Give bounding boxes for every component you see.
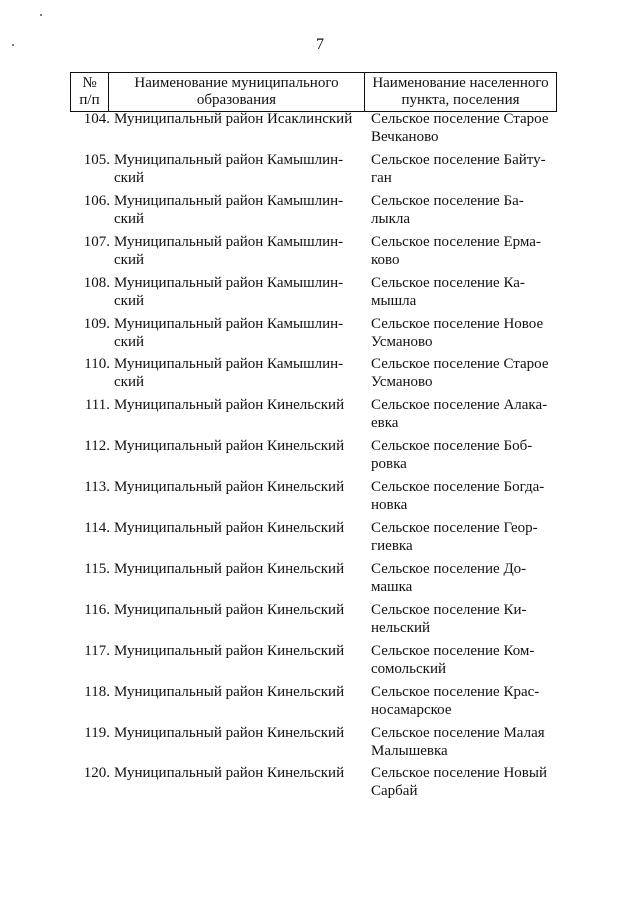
row-settlement <box>371 724 555 760</box>
row-municipality <box>114 478 354 496</box>
settlement-line: Сарбай <box>371 783 418 800</box>
settlement-line: ково <box>371 251 400 268</box>
table-row <box>70 315 555 355</box>
row-municipality <box>114 724 354 742</box>
settlement-line: Сельское поселение Богда- <box>371 479 545 496</box>
table-row <box>70 355 555 395</box>
row-settlement <box>371 642 555 678</box>
row-number: 104. <box>83 111 110 127</box>
municipality-line: Муниципальный район Кинельский <box>114 520 345 536</box>
settlement-line: Усманово <box>371 333 433 350</box>
table-row <box>70 233 555 273</box>
row-settlement <box>371 519 555 555</box>
municipality-line: Муниципальный район Кинельский <box>114 397 345 414</box>
table-row <box>70 274 555 314</box>
municipality-line: Муниципальный район Камышлин- <box>114 192 344 209</box>
row-settlement <box>371 274 555 310</box>
table-row <box>70 724 555 764</box>
row-number: 117. <box>84 642 110 659</box>
row-municipality <box>114 642 354 660</box>
settlement-line: Сельское поселение Новое <box>371 315 544 332</box>
row-settlement <box>371 355 555 391</box>
settlement-line: новка <box>371 497 408 514</box>
municipality-line: ский <box>114 210 144 227</box>
municipality-line: Муниципальный район Кинельский <box>114 438 345 455</box>
municipality-line: Муниципальный район Кинельский <box>114 479 345 496</box>
row-number: 106. <box>83 192 110 209</box>
row-municipality <box>114 683 354 701</box>
settlement-line: Вечканово <box>371 129 439 145</box>
table-row <box>70 601 555 641</box>
municipality-line: Муниципальный район Камышлин- <box>114 315 344 332</box>
row-number: 116. <box>84 601 110 618</box>
row-municipality <box>114 233 354 269</box>
row-settlement <box>371 478 555 514</box>
table-row <box>70 478 555 518</box>
row-municipality <box>114 151 354 187</box>
municipality-line: ский <box>114 251 144 268</box>
header-number <box>71 73 109 111</box>
municipality-line: Муниципальный район Кинельский <box>114 601 345 618</box>
settlement-line: сомольский <box>371 660 446 677</box>
settlement-line: ровка <box>371 456 407 473</box>
page-number: 7 <box>316 36 324 53</box>
row-number: 107. <box>83 233 110 250</box>
table-row <box>70 642 555 682</box>
row-number: 115. <box>84 560 110 577</box>
row-municipality <box>114 396 354 414</box>
settlement-line: мышла <box>371 292 417 309</box>
row-settlement <box>371 192 555 228</box>
settlement-line: машка <box>371 578 413 595</box>
row-municipality <box>114 274 354 310</box>
settlement-line: гиевка <box>371 538 413 554</box>
municipality-line: Муниципальный район Кинельский <box>114 560 345 577</box>
row-number: 105. <box>83 151 110 168</box>
row-settlement <box>371 110 555 146</box>
settlement-line: лыкла <box>371 210 410 227</box>
table-row <box>70 519 555 559</box>
row-number: 120. <box>83 765 110 782</box>
municipality-line: Муниципальный район Камышлин- <box>114 356 344 373</box>
settlement-line: Сельское поселение Малая <box>371 724 545 741</box>
row-settlement <box>371 560 555 596</box>
row-municipality <box>114 560 354 578</box>
row-settlement <box>371 151 555 187</box>
settlement-line: Сельское поселение Старое <box>371 356 549 373</box>
row-municipality <box>114 519 354 537</box>
settlement-line: носамарское <box>371 701 452 718</box>
table-row <box>70 437 555 477</box>
row-number: 109. <box>83 315 110 332</box>
municipality-line: ский <box>114 292 144 309</box>
municipality-line: Муниципальный район Кинельский <box>114 683 345 700</box>
row-number: 111. <box>84 397 110 414</box>
row-municipality <box>114 437 354 455</box>
municipality-line: ский <box>114 374 144 391</box>
table-row <box>70 764 555 804</box>
header-settlement-line: пункта, поселения <box>401 92 520 108</box>
table-header <box>70 72 557 112</box>
row-settlement <box>371 315 555 351</box>
header-municipality <box>109 73 365 111</box>
settlement-line: Сельское поселение До- <box>371 560 527 577</box>
municipality-line: Муниципальный район Кинельский <box>114 765 345 782</box>
row-number: 110. <box>84 356 110 373</box>
settlement-line: Сельское поселение Крас- <box>371 683 540 700</box>
row-number: 114. <box>84 520 110 536</box>
settlement-line: Усманово <box>371 374 433 391</box>
municipality-line: ский <box>114 333 144 350</box>
settlement-line: Сельское поселение Алака- <box>371 397 548 414</box>
settlement-line: Сельское поселение Ба- <box>371 192 524 209</box>
settlement-line: Сельское поселение Боб- <box>371 438 533 455</box>
row-settlement <box>371 764 555 800</box>
row-number: 119. <box>84 724 110 741</box>
row-settlement <box>371 396 555 432</box>
municipality-line: Муниципальный район Кинельский <box>114 724 345 741</box>
settlement-line: ган <box>371 169 392 186</box>
scan-speck <box>40 14 42 16</box>
table-row <box>70 560 555 600</box>
settlement-line: Малышевка <box>371 742 448 759</box>
settlement-line: Сельское поселение Ки- <box>371 601 527 618</box>
row-number: 112. <box>84 438 110 455</box>
row-municipality <box>114 764 354 782</box>
table-row <box>70 151 555 191</box>
municipality-line: Муниципальный район Кинельский <box>114 642 345 659</box>
municipality-line: ский <box>114 169 144 186</box>
row-settlement <box>371 683 555 719</box>
municipality-line: Муниципальный район Камышлин- <box>114 233 344 250</box>
header-number-line: № <box>82 75 97 91</box>
row-municipality <box>114 355 354 391</box>
row-settlement <box>371 233 555 269</box>
header-municipality-line: Наименование муниципального <box>134 75 339 91</box>
settlement-line: Сельское поселение Старое <box>371 111 549 127</box>
table-row <box>70 683 555 723</box>
row-settlement <box>371 437 555 473</box>
row-number: 113. <box>84 479 110 496</box>
row-municipality <box>114 315 354 351</box>
header-number-line: п/п <box>79 92 100 108</box>
municipality-line: Муниципальный район Камышлин- <box>114 151 344 168</box>
settlement-line: евка <box>371 415 399 432</box>
settlement-line: нельский <box>371 619 431 636</box>
row-settlement <box>371 601 555 637</box>
table-row <box>70 110 555 150</box>
row-municipality <box>114 110 354 128</box>
table-row <box>70 396 555 436</box>
header-settlement <box>365 73 556 111</box>
row-municipality <box>114 601 354 619</box>
settlement-line: Сельское поселение Байту- <box>371 151 546 168</box>
settlement-line: Сельское поселение Ерма- <box>371 233 541 250</box>
municipality-line: Муниципальный район Исаклинский <box>114 111 353 127</box>
row-municipality <box>114 192 354 228</box>
row-number: 108. <box>83 274 110 291</box>
table-row <box>70 192 555 232</box>
header-settlement-line: Наименование населенного <box>372 75 549 91</box>
settlement-line: Сельское поселение Геор- <box>371 520 538 536</box>
row-number: 118. <box>84 683 110 700</box>
settlement-line: Сельское поселение Новый <box>371 765 547 782</box>
settlement-line: Сельское поселение Ка- <box>371 274 525 291</box>
municipality-line: Муниципальный район Камышлин- <box>114 274 344 291</box>
settlement-line: Сельское поселение Ком- <box>371 642 535 659</box>
header-municipality-line: образования <box>196 92 277 108</box>
